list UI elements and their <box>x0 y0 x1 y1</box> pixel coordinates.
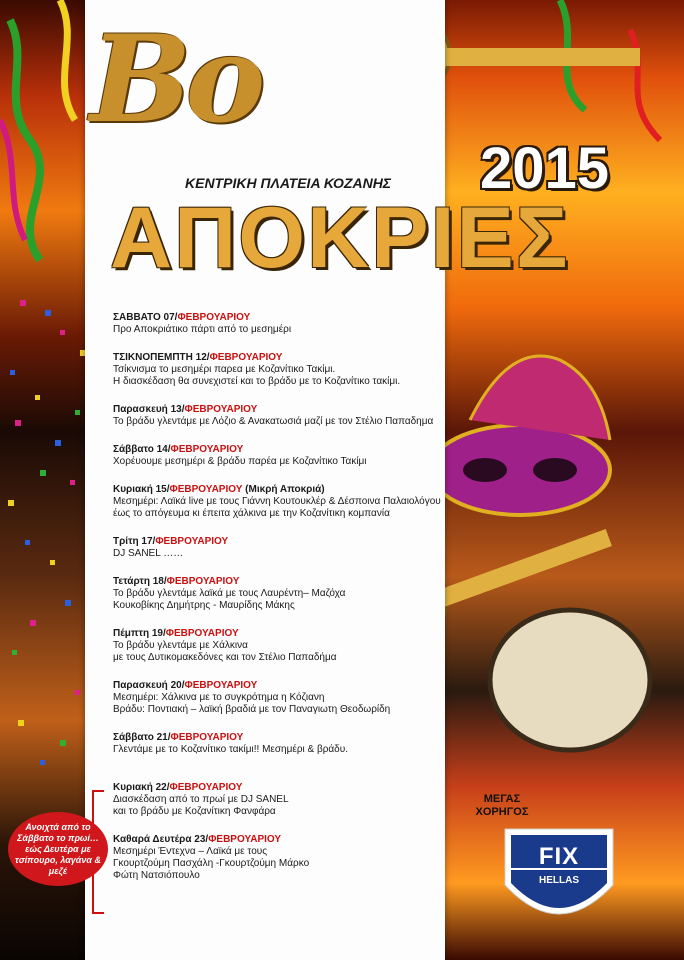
event-line: Το βράδυ γλεντάμε λαϊκά με τους Λαυρέντη– Μαζόχα <box>113 588 346 599</box>
event-line: Γλεντάμε με το Κοζανίτικο τακίμι!! Μεσημέρι & βράδυ. <box>113 744 348 755</box>
event-item <box>113 834 453 882</box>
poster-year: 2015 <box>480 136 610 201</box>
event-line: Η διασκέδαση θα συνεχιστεί και το βράδυ με το Κοζανίτικο τακίμι. <box>113 376 401 387</box>
sponsor-label <box>462 793 542 819</box>
event-month: ΦΕΒΡΟΥΑΡΙΟΥ <box>209 352 283 363</box>
event-heading <box>113 834 453 846</box>
event-heading <box>113 484 453 496</box>
event-item <box>113 732 453 756</box>
sponsor-label-line2: ΧΟΡΗΓΟΣ <box>475 806 529 818</box>
fix-hellas-logo <box>497 825 621 935</box>
event-line: με τους Δυτικομακεδόνες και τον Στέλιο Παπαδήμα <box>113 652 337 663</box>
event-line: Μεσημέρι: Χάλκινα με το συγκρότημα η Κόζιανη <box>113 692 325 703</box>
event-item <box>113 576 453 612</box>
event-month: ΦΕΒΡΟΥΑΡΙΟΥ <box>184 680 258 691</box>
event-line: Βράδυ: Ποντιακή – λαϊκή βραδιά με τον Παναγιωτη Θεοδωρίδη <box>113 704 391 715</box>
event-line: Διασκέδαση από το πρωί με DJ SANEL <box>113 794 289 805</box>
event-item <box>113 484 453 520</box>
event-month: ΦΕΒΡΟΥΑΡΙΟΥ <box>166 576 240 587</box>
event-heading <box>113 312 453 324</box>
event-line: και το βράδυ με Κοζανίτικη Φανφάρα <box>113 806 276 817</box>
event-line: Γκουρτζούμη Πασχάλη -Γκουρτζούμη Μάρκο <box>113 858 310 869</box>
event-line: DJ SANEL …… <box>113 548 184 559</box>
event-item <box>113 782 453 818</box>
event-month: ΦΕΒΡΟΥΑΡΙΟΥ <box>165 628 239 639</box>
event-day: Κυριακή 22/ <box>113 782 170 793</box>
event-day: ΣΑΒΒΑΤΟ 07/ <box>113 312 178 323</box>
event-day: Σάββατο 21/ <box>113 732 171 743</box>
event-note: (Μικρή Αποκριά) <box>242 484 325 495</box>
event-month: ΦΕΒΡΟΥΑΡΙΟΥ <box>184 404 258 415</box>
fix-brand-text: FIX <box>538 843 580 870</box>
event-line: Κουκοβίκης Δημήτρης - Μαυρίδης Μάκης <box>113 600 295 611</box>
event-day: Τετάρτη 18/ <box>113 576 167 587</box>
event-line: Προ Αποκριάτικο πάρτι από το μεσημέρι <box>113 324 292 335</box>
event-day: Πέμπτη 19/ <box>113 628 166 639</box>
event-month: ΦΕΒΡΟΥΑΡΙΟΥ <box>155 536 229 547</box>
event-item <box>113 404 453 428</box>
event-line: Φώτη Νατσιόπουλο <box>113 870 200 881</box>
events-list <box>113 312 453 898</box>
event-month: ΦΕΒΡΟΥΑΡΙΟΥ <box>169 484 243 495</box>
event-day: Καθαρά Δευτέρα 23/ <box>113 834 209 845</box>
event-item <box>113 352 453 388</box>
event-heading <box>113 680 453 692</box>
event-line: Τσίκνισμα το μεσημέρι παρεα με Κοζανίτικο Τακίμι. <box>113 364 336 375</box>
event-month: ΦΕΒΡΟΥΑΡΙΟΥ <box>170 732 244 743</box>
event-line: Μεσημέρι Έντεχνα – Λαϊκά με τους <box>113 846 268 857</box>
event-day: Παρασκευή 13/ <box>113 404 185 415</box>
event-month: ΦΕΒΡΟΥΑΡΙΟΥ <box>208 834 282 845</box>
poster-main-title: ΑΠΟΚΡΙΕΣ <box>110 190 570 286</box>
event-item <box>113 312 453 336</box>
event-heading <box>113 536 453 548</box>
event-line: έως το απόγευμα κι έπειτα χάλκινα με την Κοζανίτικη κομπανία <box>113 508 390 519</box>
opening-hours-bubble <box>8 812 108 886</box>
event-heading <box>113 576 453 588</box>
event-line: Το βράδυ γλεντάμε με Χάλκινα <box>113 640 248 651</box>
event-month: ΦΕΒΡΟΥΑΡΙΟΥ <box>170 444 244 455</box>
hellas-brand-text: HELLAS <box>539 875 579 886</box>
sponsor-label-line1: ΜΕΓΑΣ <box>483 793 521 805</box>
event-heading <box>113 628 453 640</box>
event-line: Μεσημέρι: Λαϊκά live με τους Γιάννη Κουτουκλέρ & Δέσποινα Παλαιολόγου <box>113 496 441 507</box>
event-item <box>113 628 453 664</box>
event-day: Κυριακή 15/ <box>113 484 170 495</box>
event-item <box>113 680 453 716</box>
event-heading <box>113 444 453 456</box>
event-month: ΦΕΒΡΟΥΑΡΙΟΥ <box>169 782 243 793</box>
bubble-text: Ανοιχτά από το Σάββατο το πρωί… εώς Δευτέρα με τσίπουρο, λαγάνα & μεζέ <box>15 821 101 876</box>
event-month: ΦΕΒΡΟΥΑΡΙΟΥ <box>177 312 251 323</box>
event-heading <box>113 404 453 416</box>
poster-title-logo: Βο <box>90 9 260 150</box>
event-line: Το βράδυ γλεντάμε με Λόζιο & Ανακατωσιά μαζί με τον Στέλιο Παπαδημα <box>113 416 434 427</box>
event-day: Τρίτη 17/ <box>113 536 156 547</box>
event-heading <box>113 732 453 744</box>
event-item <box>113 444 453 468</box>
event-heading <box>113 782 453 794</box>
event-heading <box>113 352 453 364</box>
event-day: Παρασκευή 20/ <box>113 680 185 691</box>
event-line: Χορέυουμε μεσημέρι & βράδυ παρέα με Κοζανίτικο Τακίμι <box>113 456 367 467</box>
event-item <box>113 536 453 560</box>
poster-subtitle: ΚΕΝΤΡΙΚΗ ΠΛΑΤΕΙΑ ΚΟΖΑΝΗΣ <box>185 175 392 191</box>
event-day: Σάββατο 14/ <box>113 444 171 455</box>
event-day: ΤΣΙΚΝΟΠΕΜΠΤΗ 12/ <box>113 352 210 363</box>
